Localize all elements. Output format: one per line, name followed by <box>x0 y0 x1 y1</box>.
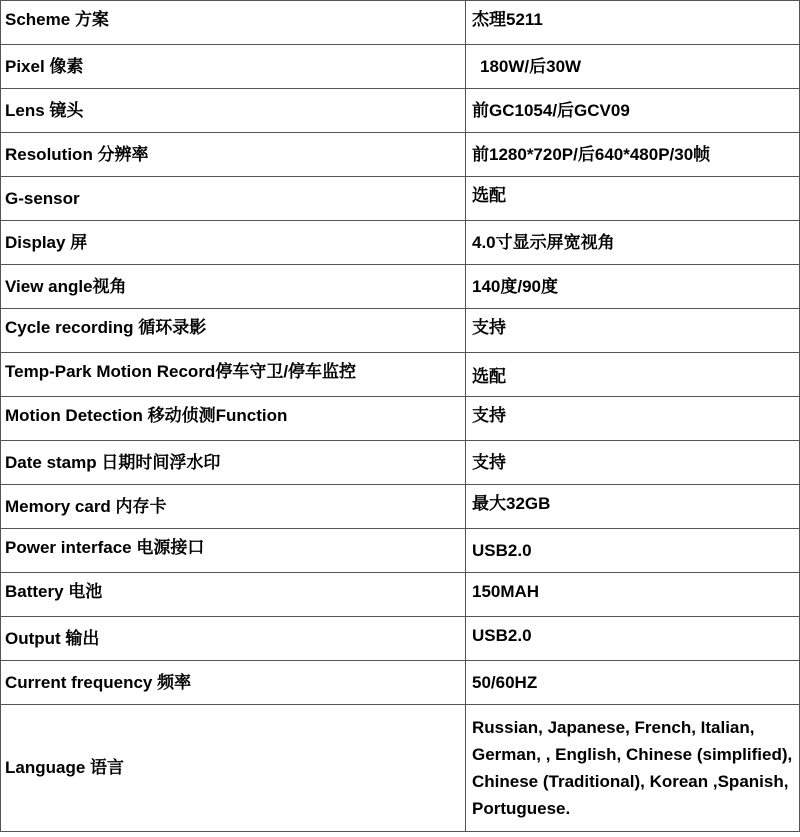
spec-label: Date stamp 日期时间浮水印 <box>1 441 466 485</box>
spec-row-pixel <box>1 45 800 89</box>
spec-row-display <box>1 221 800 265</box>
spec-label: Lens 镜头 <box>1 89 466 133</box>
spec-row-date-stamp <box>1 441 800 485</box>
spec-label: Resolution 分辨率 <box>1 133 466 177</box>
spec-value: 支持 <box>466 309 800 353</box>
spec-value: 选配 <box>466 177 800 221</box>
spec-value: USB2.0 <box>466 529 800 573</box>
spec-row-temp-park <box>1 353 800 397</box>
spec-value: 支持 <box>466 397 800 441</box>
spec-row-gsensor <box>1 177 800 221</box>
spec-label: Display 屏 <box>1 221 466 265</box>
spec-row-lens <box>1 89 800 133</box>
spec-label: Output 输出 <box>1 617 466 661</box>
spec-row-output <box>1 617 800 661</box>
spec-value: 150MAH <box>466 573 800 617</box>
spec-value: 最大32GB <box>466 485 800 529</box>
spec-label: Memory card 内存卡 <box>1 485 466 529</box>
spec-label: Language 语言 <box>1 705 466 832</box>
spec-value: Russian, Japanese, French, Italian, German, , English, Chinese (simplified), Chinese (Traditional), Korean ,Spanish, Portuguese. <box>466 705 800 832</box>
spec-value: 140度/90度 <box>466 265 800 309</box>
spec-label: Power interface 电源接口 <box>1 529 466 573</box>
spec-label: Pixel 像素 <box>1 45 466 89</box>
spec-row-battery <box>1 573 800 617</box>
spec-label: Temp-Park Motion Record停车守卫/停车监控 <box>1 353 466 397</box>
spec-label: Scheme 方案 <box>1 1 466 45</box>
spec-row-memory-card <box>1 485 800 529</box>
spec-label: G-sensor <box>1 177 466 221</box>
spec-value: 选配 <box>466 353 800 397</box>
spec-row-cycle-recording <box>1 309 800 353</box>
spec-label: Cycle recording 循环录影 <box>1 309 466 353</box>
spec-row-language <box>1 705 800 832</box>
spec-value: 4.0寸显示屏宽视角 <box>466 221 800 265</box>
spec-value: 180W/后30W <box>466 45 800 89</box>
spec-row-scheme <box>1 1 800 45</box>
spec-value: 支持 <box>466 441 800 485</box>
spec-row-power-interface <box>1 529 800 573</box>
spec-label: View angle视角 <box>1 265 466 309</box>
spec-label: Battery 电池 <box>1 573 466 617</box>
spec-label: Motion Detection 移动侦测Function <box>1 397 466 441</box>
spec-row-view-angle <box>1 265 800 309</box>
spec-row-current-frequency <box>1 661 800 705</box>
spec-label: Current frequency 频率 <box>1 661 466 705</box>
spec-value: 前GC1054/后GCV09 <box>466 89 800 133</box>
spec-row-motion-detection <box>1 397 800 441</box>
spec-value: USB2.0 <box>466 617 800 661</box>
spec-value: 前1280*720P/后640*480P/30帧 <box>466 133 800 177</box>
spec-value: 50/60HZ <box>466 661 800 705</box>
spec-row-resolution <box>1 133 800 177</box>
spec-value: 杰理5211 <box>466 1 800 45</box>
